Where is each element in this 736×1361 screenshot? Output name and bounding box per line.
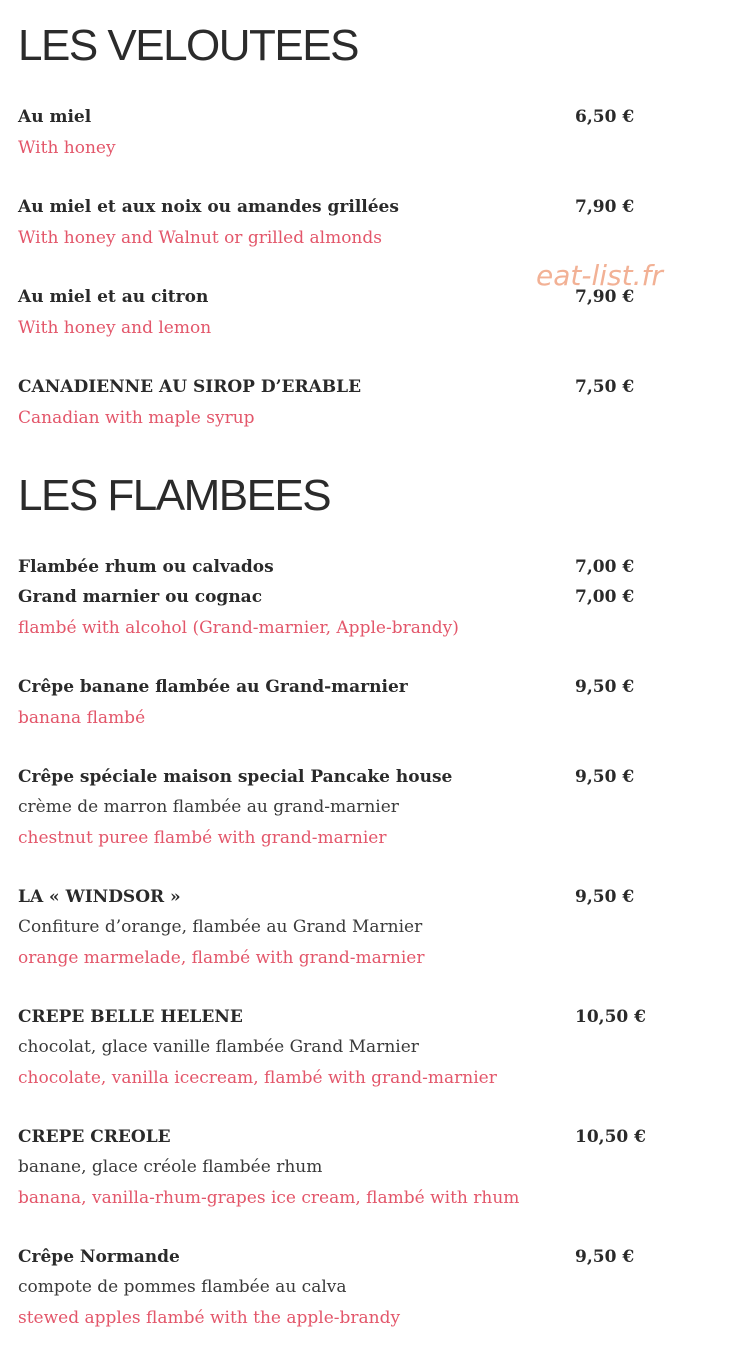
item-price: 7,00 € (575, 557, 635, 577)
item-name: Au miel (18, 107, 92, 127)
item-name: Crêpe spéciale maison special Pancake house (18, 767, 453, 787)
section-title-flambees: LES FLAMBEES (18, 471, 331, 520)
item-name: Au miel et au citron (18, 287, 209, 307)
item-english: stewed apples flambé with the apple-brandy (18, 1308, 401, 1328)
item-price: 6,50 € (575, 107, 635, 127)
item-french: banane, glace créole flambée rhum (18, 1157, 323, 1177)
item-name: Crêpe Normande (18, 1247, 180, 1267)
item-english: flambé with alcohol (Grand-marnier, Apple-brandy) (18, 618, 459, 638)
item-name: CANADIENNE AU SIROP D’ERABLE (18, 377, 362, 397)
item-english: banana, vanilla-rhum-grapes ice cream, flambé with rhum (18, 1188, 520, 1208)
item-name: Crêpe banane flambée au Grand-marnier (18, 677, 408, 697)
item-price: 9,50 € (575, 767, 635, 787)
item-name-secondary: Grand marnier ou cognac (18, 587, 263, 607)
item-french: chocolat, glace vanille flambée Grand Marnier (18, 1037, 419, 1057)
item-english: Canadian with maple syrup (18, 408, 255, 428)
item-price: 10,50 € (575, 1007, 646, 1027)
item-name: LA « WINDSOR » (18, 887, 181, 907)
item-name: Au miel et aux noix ou amandes grillées (18, 197, 399, 217)
item-price: 9,50 € (575, 677, 635, 697)
item-price: 9,50 € (575, 887, 635, 907)
item-english: banana flambé (18, 708, 146, 728)
item-name: CREPE BELLE HELENE (18, 1007, 243, 1027)
item-french: compote de pommes flambée au calva (18, 1277, 347, 1297)
section-title-veloutees: LES VELOUTEES (18, 21, 358, 70)
item-english: With honey (18, 138, 116, 158)
item-price: 7,50 € (575, 377, 635, 397)
item-english: With honey and lemon (18, 318, 212, 338)
item-price: 7,90 € (575, 197, 635, 217)
watermark-text: eat-list.fr (536, 259, 663, 292)
item-english: chestnut puree flambé with grand-marnier (18, 828, 387, 848)
item-price-secondary: 7,00 € (575, 587, 635, 607)
item-french: crème de marron flambée au grand-marnier (18, 797, 399, 817)
item-english: chocolate, vanilla icecream, flambé with grand-marnier (18, 1068, 497, 1088)
item-french: Confiture d’orange, flambée au Grand Marnier (18, 917, 423, 937)
item-price: 9,50 € (575, 1247, 635, 1267)
item-name: Flambée rhum ou calvados (18, 557, 274, 577)
item-price: 10,50 € (575, 1127, 646, 1147)
item-english: orange marmelade, flambé with grand-marnier (18, 948, 425, 968)
item-price: 7,90 € (575, 287, 635, 307)
item-name: CREPE CREOLE (18, 1127, 171, 1147)
item-english: With honey and Walnut or grilled almonds (18, 228, 382, 248)
